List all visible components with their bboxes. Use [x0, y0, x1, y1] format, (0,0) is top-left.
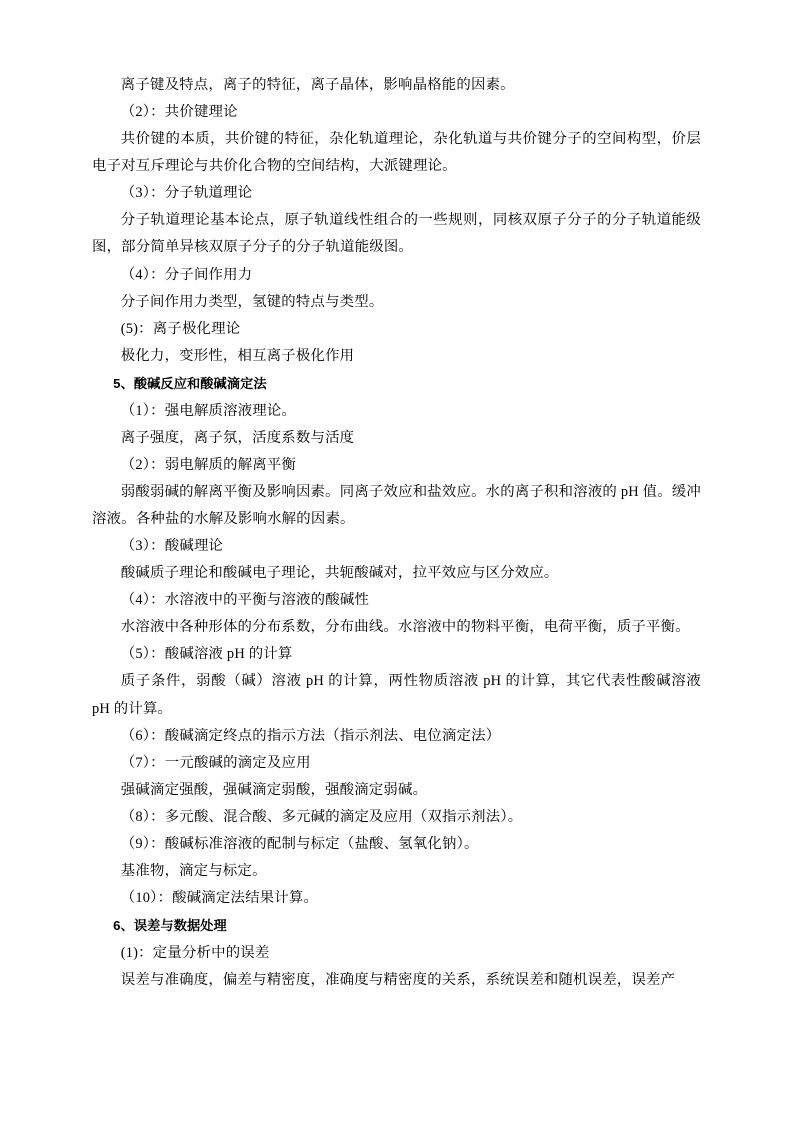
paragraph: （3）：酸碱理论	[120, 538, 224, 555]
section-heading-5: 5、酸碱反应和酸碱滴定法	[113, 375, 267, 391]
paragraph: （4）：水溶液中的平衡与溶液的酸碱性	[120, 592, 370, 609]
paragraph: （8）：多元酸、混合酸、多元碱的滴定及应用（双指示剂法）。	[120, 808, 523, 825]
paragraph: （4）：分子间作用力	[120, 266, 253, 283]
section-heading-6: 6、误差与数据处理	[113, 918, 227, 934]
paragraph: （9）：酸碱标准溶液的配制与标定（盐酸、氢氧化钠）。	[120, 835, 479, 852]
paragraph: （10）：酸碱滴定法结果计算。	[120, 890, 319, 907]
paragraph: （7）：一元酸碱的滴定及应用	[120, 754, 311, 771]
paragraph: 离子强度，离子氛，活度系数与活度	[120, 429, 355, 446]
paragraph: 强碱滴定强酸，强碱滴定弱酸，强酸滴定弱碱。	[120, 781, 428, 798]
paragraph: 弱酸弱碱的解离平衡及影响因素。同离子效应和盐效应。水的离子积和溶液的 pH 值。缓冲溶液。各种盐的水解及影响水解的因素。	[92, 483, 701, 527]
paragraph: （2）：弱电解质的解离平衡	[120, 456, 297, 473]
paragraph: 误差与准确度，偏差与精密度，准确度与精密度的关系，系统误差和随机误差，误差产	[120, 972, 676, 989]
paragraph: 分子间作用力类型，氢键的特点与类型。	[120, 293, 384, 310]
paragraph: （3）：分子轨道理论	[120, 185, 253, 202]
paragraph: 分子轨道理论基本论点，原子轨道线性组合的一些规则，同核双原子分子的分子轨道能级图，部分简单异核双原子分子的分子轨道能级图。	[92, 212, 701, 256]
paragraph: 酸碱质子理论和酸碱电子理论，共轭酸碱对，拉平效应与区分效应。	[120, 565, 559, 582]
paragraph: 共价键的本质，共价键的特征，杂化轨道理论，杂化轨道与共价键分子的空间构型，价层电子对互斥理论与共价化合物的空间结构，大派键理论。	[92, 131, 701, 175]
document-body	[92, 72, 701, 994]
paragraph: 基准物，滴定与标定。	[120, 863, 267, 879]
paragraph: （5）：酸碱溶液 pH 的计算	[120, 646, 293, 663]
paragraph: 离子键及特点，离子的特征，离子晶体，影响晶格能的因素。	[120, 77, 515, 93]
paragraph: 水溶液中各种形体的分布系数，分布曲线。水溶液中的物料平衡，电荷平衡，质子平衡。	[120, 619, 690, 636]
paragraph: 极化力，变形性，相互离子极化作用	[120, 347, 355, 364]
paragraph: （2）：共价键理论	[120, 104, 238, 121]
paragraph: (5)：离子极化理论	[120, 320, 241, 337]
paragraph: （1）：强电解质溶液理论。	[120, 402, 297, 419]
paragraph: 质子条件，弱酸（碱）溶液 pH 的计算，两性物质溶液 pH 的计算，其它代表性酸碱溶液 pH 的计算。	[92, 673, 701, 717]
paragraph: (1)：定量分析中的误差	[120, 944, 270, 961]
paragraph: （6）：酸碱滴定终点的指示方法（指示剂法、电位滴定法）	[120, 727, 501, 744]
